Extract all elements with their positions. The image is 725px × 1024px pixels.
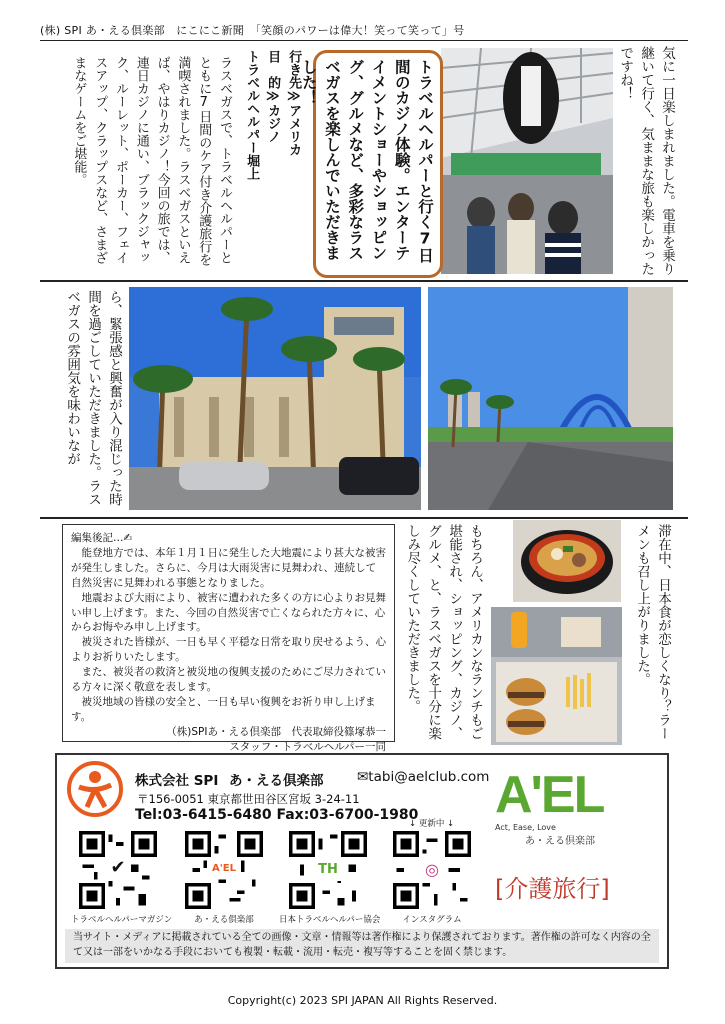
newsletter-header: (株) SPI あ・える倶楽部 にこにこ新聞 「笑顔のパワーは偉大！笑って笑って」号 bbox=[40, 24, 465, 37]
ael-logo-mark: A'EL bbox=[495, 766, 604, 824]
lower-middle-column-text: もちろん、アメリカンなランチもご堪能され、ショッピング、カジノ、グルメ、と、ラスベガスを十分に楽しみ尽くしていただきました。 bbox=[404, 524, 483, 740]
ael-subname: あ・える倶楽部 bbox=[525, 836, 595, 847]
top-right-column-text: 気に一日楽しまれました。電車を乗り継いて行く、気ままな旅も楽しかったですね！ bbox=[617, 46, 675, 276]
burger-lunch-photo bbox=[491, 607, 622, 745]
editor-note-paragraph: 能登地方では、本年１月１日に発生した大地震により甚大な被害が発生しました。さらに、今月は大雨災害に見舞われ、連続して自然災害に見舞われる事態となりました。 bbox=[71, 546, 386, 589]
footer-phone: Tel:03-6415-6480 Fax:03-6700-1980 bbox=[135, 807, 419, 823]
ael-tagline: Act, Ease, Love bbox=[495, 823, 556, 832]
qr-label-association: 日本トラベルヘルパー協会 bbox=[279, 915, 381, 925]
th-mini-logo: TH bbox=[313, 859, 343, 881]
editor-note-box bbox=[62, 524, 395, 753]
qr-label-ael-club: あ・える倶楽部 bbox=[194, 915, 254, 925]
strip-road-photo bbox=[428, 287, 673, 510]
header-rule bbox=[40, 40, 688, 41]
ramen-photo bbox=[513, 520, 621, 602]
footer-email[interactable]: ✉tabi@aelclub.com bbox=[357, 769, 490, 785]
editor-note-paragraph: また、被災者の救済と被災地の復興支援のためにご尽力されている方々に深く敬意を表します。 bbox=[71, 666, 386, 694]
editor-note-signature: スタッフ・トラベルヘルパー一同 bbox=[229, 740, 386, 753]
ael-logo bbox=[495, 766, 660, 849]
ael-mini-logo: A'EL bbox=[207, 860, 241, 878]
kaigo-ryoko-label: [介護旅行] bbox=[495, 875, 610, 903]
checkmark-icon: ✔ bbox=[105, 855, 131, 881]
qr-code-magazine[interactable] bbox=[79, 831, 157, 909]
middle-left-column-text: ら、緊張感と興奮が入り混じった時間を過ごしていただきました。ラスベガスの雰囲気を味わいなが bbox=[64, 290, 122, 506]
editor-note-paragraph: 被災された皆様が、一日も早く平穏な日常を取り戻せるよう、心よりお祈りいたします。 bbox=[71, 636, 386, 664]
footer-box bbox=[55, 753, 669, 969]
lower-right-column-text: 滞在中、日本食が恋しくなり？ラーメンも召し上がりました。 bbox=[634, 524, 671, 740]
qr-label-magazine: トラベルヘルパーマガジン bbox=[71, 915, 173, 925]
instagram-icon: ◎ bbox=[420, 858, 444, 882]
highlight-callout: トラベルヘルパーと行く7日間のカジノ体験。エンターテイメントショーやショッピング、グルメなど、多彩なラスベガスを楽しんでいただきました！ bbox=[313, 50, 443, 278]
footer-company: 株式会社 SPI bbox=[135, 773, 219, 789]
main-article-text: ラスベガスで、トラベルヘルパーとともに7日間のケア付き介護旅行を満喫されました。ラスベガスといえば、やはりカジノ！今回の旅では、連日カジノに通い、ブラックジャック、ルーレット、ポーカー、フェイスアップ、クラップスなど、さまざまなゲームをご堪能。 bbox=[71, 56, 232, 266]
qr-code-ael-club[interactable] bbox=[185, 831, 263, 909]
section-rule-2 bbox=[40, 517, 688, 519]
mirage-hotel-photo bbox=[129, 287, 421, 510]
editor-note-paragraph: 地震および大雨により、被害に遭われた多くの方に心よりお見舞い申し上げます。また、今回の自然災害で亡くなられた方々に、心からお悔やみ申し上げます。 bbox=[71, 591, 386, 634]
station-photo bbox=[441, 48, 613, 274]
qr-code-association[interactable] bbox=[289, 831, 367, 909]
trip-helper: トラベルヘルパー堀上 bbox=[244, 50, 260, 180]
qr-label-instagram: インスタグラム bbox=[402, 915, 462, 925]
footer-address: 〒156-0051 東京都世田谷区宮坂 3-24-11 bbox=[137, 792, 360, 806]
copyright-text: Copyright(c) 2023 SPI JAPAN All Rights Reserved. bbox=[227, 994, 498, 1007]
editor-note-heading: 編集後記…✍ bbox=[71, 532, 133, 544]
copyright-notice: 当サイト・メディアに掲載されている全ての画像・文章・情報等は著作権により保護されております。著作権の許可なく内容の全て又は一部をいかなる手段においても複製・転載・流用・転売・複写等することを固く禁じます。 bbox=[65, 929, 659, 963]
section-rule-1 bbox=[40, 280, 688, 282]
editor-note-paragraph: 被災地域の皆様の安全と、一日も早い復興をお祈り申し上げます。 bbox=[71, 695, 376, 723]
trip-purpose: 目 的≫カジノ bbox=[265, 50, 281, 143]
trip-destination: 行き先≫アメリカ bbox=[286, 50, 302, 156]
footer-club: あ・える倶楽部 bbox=[229, 773, 324, 789]
qr-code-instagram[interactable] bbox=[393, 831, 471, 909]
instagram-updating-label: ↓ 更新中 ↓ bbox=[409, 819, 455, 829]
spi-logo-icon bbox=[67, 761, 123, 817]
editor-note-signature: （株)SPIあ・える倶楽部 代表取締役篠塚恭一 bbox=[166, 725, 386, 738]
